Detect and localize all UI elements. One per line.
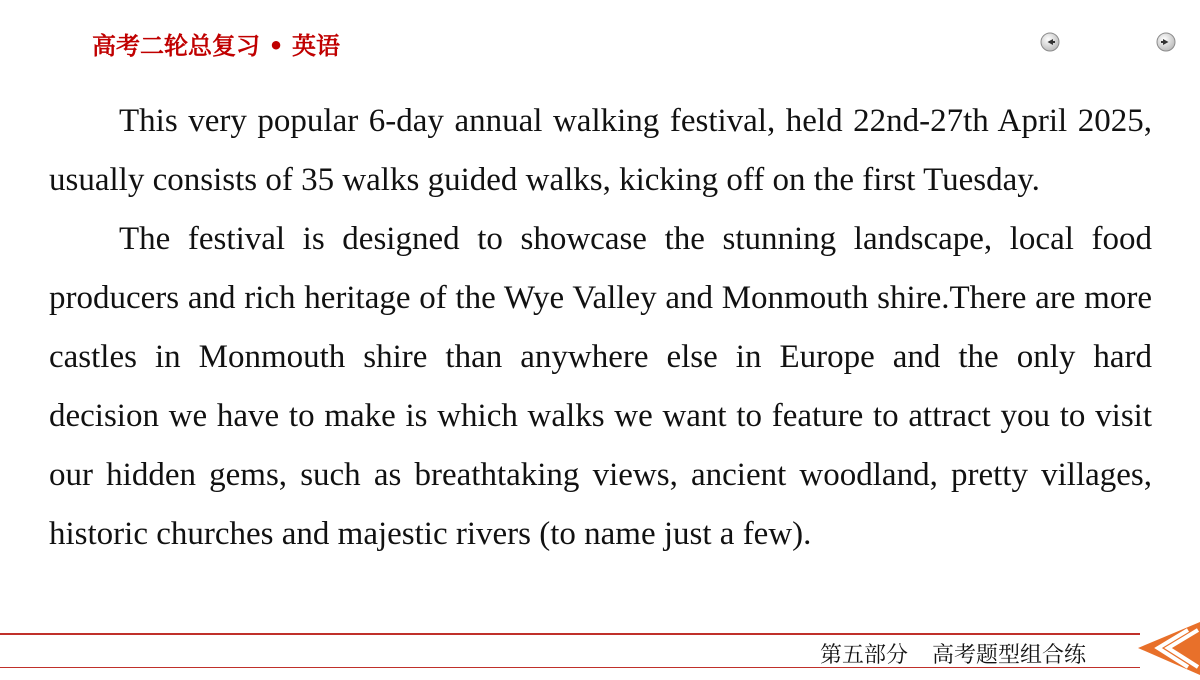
paragraph-1: This very popular 6-day annual walking festival, held 22nd-27th April 2025, usually consists of 35 walks guided walks, kicking off on the first Tuesday.	[49, 103, 1152, 198]
footer-divider	[0, 633, 1140, 635]
page-header-title: 高考二轮总复习 • 英语	[92, 32, 341, 60]
footer-section: 高考题型组合练	[932, 643, 1087, 668]
back-to-contents-button[interactable]	[1138, 622, 1200, 675]
double-chevron-left-icon	[1138, 622, 1200, 675]
reading-passage	[49, 92, 1152, 564]
footer-part: 第五部分	[820, 643, 909, 668]
paragraph-2: The festival is designed to showcase the stunning landscape, local food producers and rich heritage of the Wye Valley and Monmouth shire.There are more castles in Monmouth shire than anywhere else in Europe and the only hard decision we have to make is which walks we want to feature to attract you to visit our hidden gems, such as breathtaking views, ancient woodland, pretty villages, historic churches and majestic rivers (to name just a few).	[49, 221, 1152, 552]
arrow-left-circle-icon	[1040, 32, 1060, 52]
arrow-right-circle-icon	[1156, 32, 1176, 52]
next-page-button[interactable]	[1156, 32, 1176, 52]
previous-page-button[interactable]	[1040, 32, 1060, 52]
footer-section-label	[820, 638, 1086, 669]
